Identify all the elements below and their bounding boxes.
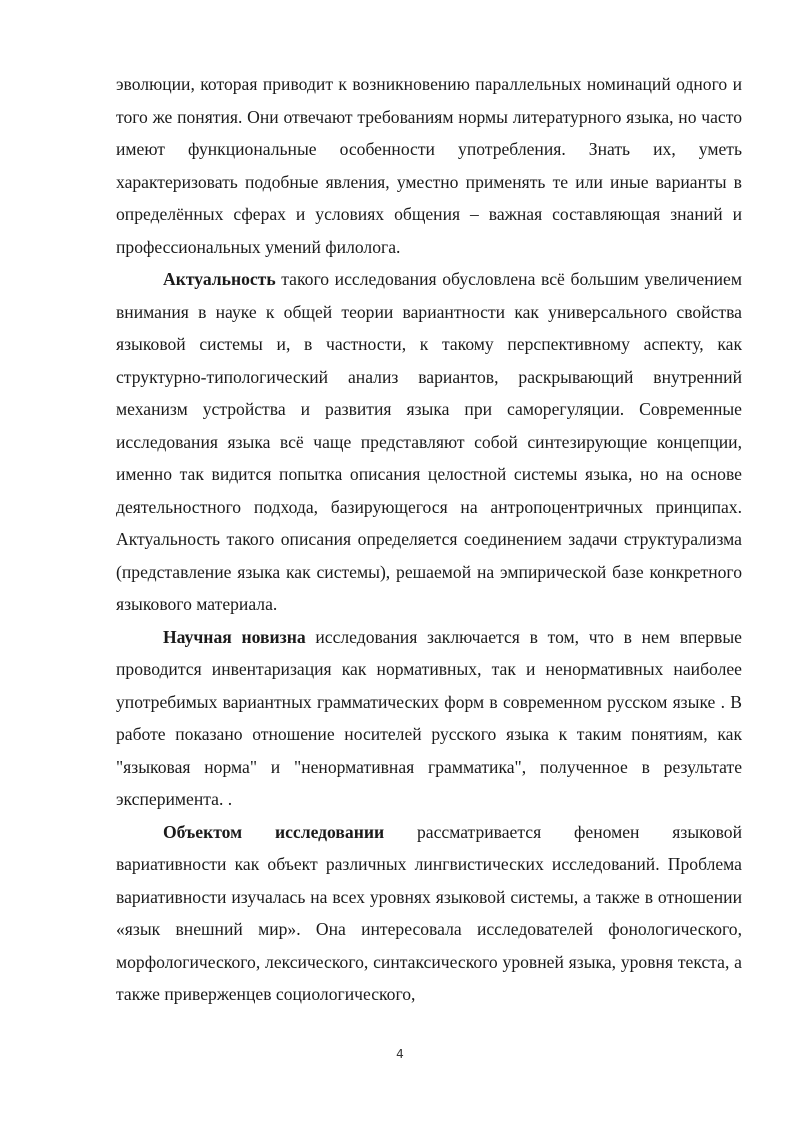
paragraph-relevance xyxy=(116,263,742,621)
paragraph-text: такого исследования обусловлена всё большим увеличением внимания в науке к общей теории вариантности как универсального свойства языковой системы и, в частности, к такому перспективному аспекту, как структурно-типологический анализ вариантов, раскрывающий внутренний механизм устройства и развития языка при саморегуляции. Современные исследования языка всё чаще представляют собой синтезирующие концепции, именно так видится попытка описания целостной системы языка, но на основе деятельностного подхода, базирующегося на антропоцентричных принципах. Актуальность такого описания определяется соединением задачи структурализма (представление языка как системы), решаемой на эмпирической базе конкретного языкового материала. xyxy=(116,269,742,614)
paragraph-object xyxy=(116,816,742,1011)
paragraph-heading-novelty: Научная новизна xyxy=(163,626,306,647)
paragraph-heading-object: Объектом исследовании xyxy=(163,821,385,842)
paragraph-text: исследования заключается в том, что в нем впервые проводится инвентаризация как нормативных, так и ненормативных наиболее употребимых вариантных грамматических форм в современном русском языке . В работе показано отношение носителей русского языка к таким понятиям, как "языковая норма" и "ненормативная грамматика", полученное в результате эксперимента. . xyxy=(116,626,742,809)
document-page xyxy=(116,68,742,1011)
page-number: 4 xyxy=(396,1047,404,1061)
paragraph-text: рассматривается феномен языковой вариативности как объект различных лингвистических исследований. Проблема вариативности изучалась на всех уровнях языковой системы, а также в отношении «язык внешний мир». Она интересовала исследователей фонологического, морфологического, лексического, синтаксического уровней языка, уровня текста, а также приверженцев социологического, xyxy=(116,821,743,1004)
paragraph-text: эволюции, которая приводит к возникновению параллельных номинаций одного и того же понятия. Они отвечают требованиям нормы литературного языка, но часто имеют функциональные особенности употребления. Знать их, уметь характеризовать подобные явления, уместно применять те или иные варианты в определённых сферах и условиях общения – важная составляющая знаний и профессиональных умений филолога. xyxy=(116,74,742,257)
paragraph-novelty xyxy=(116,621,742,816)
paragraph-continuation xyxy=(116,68,742,263)
paragraph-heading-relevance: Актуальность xyxy=(163,269,276,289)
